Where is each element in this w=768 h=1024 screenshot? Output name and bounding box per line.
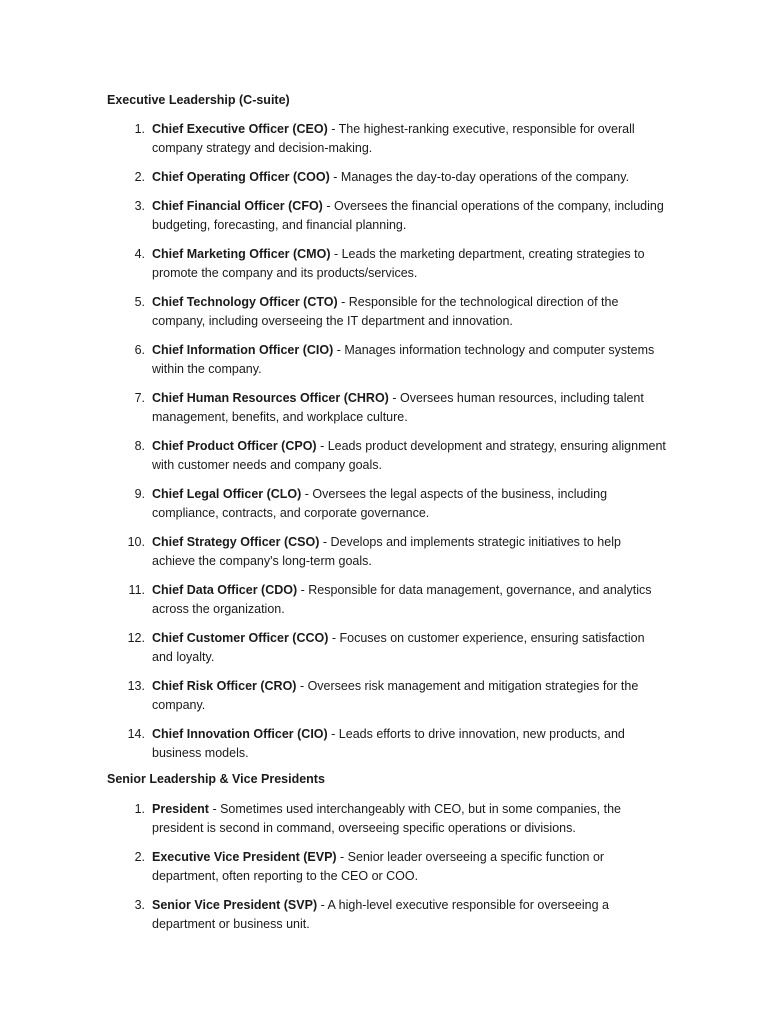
item-description: - Responsible for data management, governance, and analytics across the organization. [152,583,652,616]
item-term: Chief Legal Officer (CLO) [152,487,302,501]
item-number: 3. [134,898,145,912]
item-number: 2. [134,850,145,864]
item-number: 8. [134,439,145,453]
item-description: - Manages the day-to-day operations of the company. [329,170,630,184]
item-number: 3. [134,199,145,213]
item-term: Chief Financial Officer (CFO) [152,199,323,213]
item-description: - Focuses on customer experience, ensuring satisfaction and loyalty. [152,631,645,664]
section-executive-leadership [107,91,667,773]
item-term: Chief Data Officer (CDO) [152,583,298,597]
item-description: - Oversees human resources, including talent management, benefits, and workplace culture. [152,391,644,424]
item-description: - Oversees risk management and mitigation strategies for the company. [152,679,639,712]
item-term: President [152,802,209,816]
list-item [107,677,667,715]
list-item [107,197,667,235]
item-number: 14. [127,727,145,741]
item-term: Chief Information Officer (CIO) [152,343,334,357]
list-item [107,800,667,838]
list-item [107,629,667,667]
item-term: Chief Innovation Officer (CIO) [152,727,328,741]
item-description: - Develops and implements strategic initiatives to help achieve the company's long-term goals. [152,535,621,568]
item-number: 2. [134,170,145,184]
item-description: - Manages information technology and computer systems within the company. [152,343,655,376]
list-item [107,389,667,427]
item-term: Chief Customer Officer (CCO) [152,631,329,645]
section-senior-leadership [107,770,667,944]
item-term: Chief Operating Officer (COO) [152,170,330,184]
section-title: Executive Leadership (C-suite) [107,93,290,107]
item-term: Executive Vice President (EVP) [152,850,337,864]
item-description: - The highest-ranking executive, responsible for overall company strategy and decision-making. [152,122,635,155]
list-item [107,120,667,158]
list-item [107,725,667,763]
item-term: Chief Human Resources Officer (CHRO) [152,391,389,405]
item-term: Senior Vice President (SVP) [152,898,318,912]
item-description: - Senior leader overseeing a specific function or department, often reporting to the CEO or COO. [152,850,605,883]
list-item [107,896,667,934]
item-number: 9. [134,487,145,501]
list-item [107,848,667,886]
item-description: - Leads the marketing department, creating strategies to promote the company and its products/services. [152,247,645,280]
role-list [107,120,667,763]
item-number: 1. [134,802,145,816]
item-description: - A high-level executive responsible for overseeing a department or business unit. [152,898,609,931]
item-description: - Leads product development and strategy, ensuring alignment with customer needs and company goals. [152,439,666,472]
item-term: Chief Marketing Officer (CMO) [152,247,331,261]
role-list [107,800,667,934]
item-term: Chief Strategy Officer (CSO) [152,535,320,549]
item-number: 13. [127,679,145,693]
item-number: 12. [127,631,145,645]
list-item [107,533,667,571]
item-description: - Sometimes used interchangeably with CEO, but in some companies, the president is second in command, overseeing specific operations or divisions. [152,802,621,835]
list-item [107,581,667,619]
list-item [107,437,667,475]
item-term: Chief Executive Officer (CEO) [152,122,328,136]
item-description: - Oversees the financial operations of the company, including budgeting, forecasting, and financial planning. [152,199,664,232]
item-term: Chief Product Officer (CPO) [152,439,317,453]
item-number: 4. [134,247,145,261]
item-term: Chief Technology Officer (CTO) [152,295,338,309]
item-description: - Leads efforts to drive innovation, new products, and business models. [152,727,625,760]
item-number: 6. [134,343,145,357]
list-item [107,341,667,379]
item-term: Chief Risk Officer (CRO) [152,679,297,693]
item-number: 7. [134,391,145,405]
section-title: Senior Leadership & Vice Presidents [107,772,325,786]
item-description: - Responsible for the technological direction of the company, including overseeing the IT department and innovation. [152,295,619,328]
list-item [107,485,667,523]
list-item [107,245,667,283]
item-number: 11. [128,583,145,597]
item-number: 5. [134,295,145,309]
list-item [107,168,667,187]
item-number: 1. [134,122,145,136]
list-item [107,293,667,331]
item-description: - Oversees the legal aspects of the business, including compliance, contracts, and corporate governance. [152,487,608,520]
item-number: 10. [127,535,145,549]
